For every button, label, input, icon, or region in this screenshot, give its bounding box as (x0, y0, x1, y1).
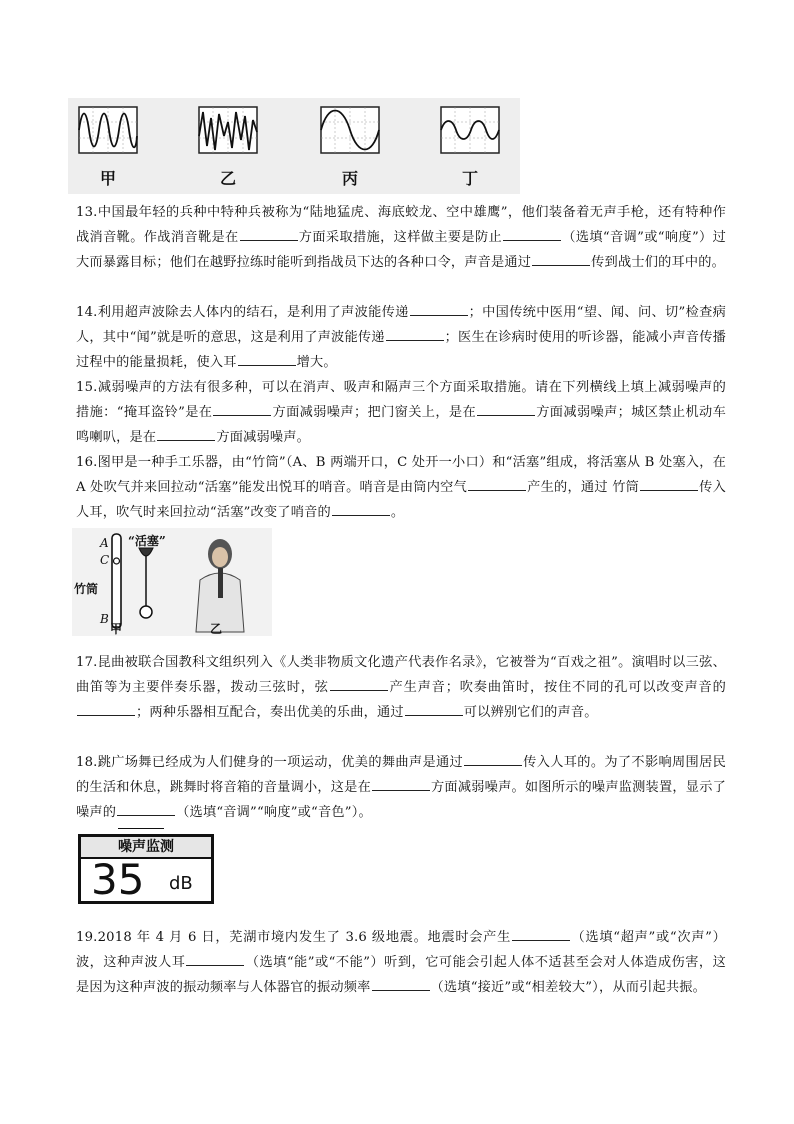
noise-monitor (78, 828, 218, 908)
answer-blank[interactable] (532, 251, 590, 266)
answer-blank[interactable] (332, 501, 390, 516)
question-17: 17.昆曲被联合国教科文组织列入《人类非物质文化遗产代表作名录》，它被誉为“百戏之祖”。演唱时以三弦、曲笛等为主要伴奏乐器，拨动三弦时，弦 产生声音；吹奏曲笛时，按住不同的孔可以改变声音的；两种乐器相互配合，奏出优美的乐曲，通过 可以辨别它们的声音。 (76, 655, 726, 720)
waveform-label-jia: 甲 (99, 169, 116, 188)
answer-blank[interactable] (157, 426, 215, 441)
waveform-bing (320, 106, 380, 154)
student-figure (196, 539, 244, 632)
question-19: 19.2018 年 4 月 6 日，芜湖市境内发生了 3.6 级地震。地震时会产生 （选填“超声”或“次声”）波，这种声波人耳 （选填“能”或“不能”）听到，它可能会引起人体不适甚至会对人体造成伤害，这是因为这种声波的振动频率与人体器官的振动频率 （选填“接近”或“相差较大”），从而引起共振。 (76, 925, 726, 1000)
monitor-unit: dB (169, 873, 193, 894)
answer-blank[interactable] (640, 476, 698, 491)
monitor-value: 35 (91, 855, 145, 904)
waveform-label-ding: 丁 (461, 169, 478, 188)
waveform-jia (78, 106, 138, 154)
figure-label-yi: 乙 (210, 622, 223, 636)
question-14: 14.利用超声波除去人体内的结石，是利用了声波能传递 ；中国传统中医用“望、闻、问、切”检查病人，其中“闻”就是听的意思，这是利用了声波能传递 ；医生在诊病时使用的听诊器，能减小声音传播过程中的能量损耗，使入耳 增大。 (76, 300, 726, 375)
question-18: 18.跳广场舞已经成为人们健身的一项运动，优美的舞曲声是通过 传入人耳的。为了不影响周围居民的生活和休息，跳舞时将音箱的音量调小，这是在 方面减弱噪声。如图所示的噪声监测装置，显示了噪声的 （选填“音调”“响度”或“音色”）。 (76, 750, 726, 825)
bamboo-flute-figure (72, 528, 272, 636)
question-15: 15.减弱噪声的方法有很多种，可以在消声、吸声和隔声三个方面采取措施。请在下列横线上填上减弱噪声的措施：“掩耳盗铃”是在 方面减弱噪声；把门窗关上，是在 方面减弱噪声；城区禁止机动车鸣喇叭，是在 方面减弱噪声。 (76, 380, 727, 445)
tube-label: 竹筒 (74, 582, 99, 596)
answer-blank[interactable] (372, 976, 430, 991)
answer-blank[interactable] (186, 951, 244, 966)
monitor-title: 噪声监测 (81, 837, 211, 859)
waveform-yi (198, 106, 258, 154)
answer-blank[interactable] (213, 401, 271, 416)
answer-blank[interactable] (386, 326, 444, 341)
answer-blank[interactable] (372, 776, 430, 791)
monitor-top-line (118, 828, 164, 829)
waveform-figure (68, 98, 520, 194)
answer-blank[interactable] (477, 401, 535, 416)
answer-blank[interactable] (410, 301, 468, 316)
point-label-b: B (100, 612, 109, 626)
answer-blank[interactable] (468, 476, 526, 491)
figure-label-jia: 甲 (110, 622, 123, 636)
point-label-c: C (100, 553, 110, 567)
monitor-frame (78, 834, 214, 904)
answer-blank[interactable] (464, 751, 522, 766)
answer-blank[interactable] (503, 226, 561, 241)
piston-label: “活塞” (128, 534, 166, 548)
question-13: 13.中国最年轻的兵种中特种兵被称为“陆地猛虎、海底蛟龙、空中雄鹰”，他们装备着无声手枪，还有特种作战消音靴。作战消音靴是在 方面采取措施，这样做主要是防止 （选填“音调”或“响度”）过大而暴露目标；他们在越野拉练时能听到指战员下达的各种口令，声音是通过 传到战士们的耳中的。 (76, 205, 726, 270)
answer-blank[interactable] (512, 926, 570, 941)
answer-blank[interactable] (77, 701, 135, 716)
answer-blank[interactable] (240, 226, 298, 241)
waveform-label-yi: 乙 (219, 169, 236, 188)
question-16: 16.图甲是一种手工乐器，由“竹筒”（A、B 两端开口，C 处开一小口）和“活塞”组成，将活塞从 B 处塞入，在 A 处吹气并来回拉动“活塞”能发出悦耳的哨音。哨音是由筒内空气 产生的，通过 竹筒 传入人耳，吹气时来回拉动“活塞”改变了哨音的 。 (76, 455, 726, 520)
waveform-ding (440, 106, 500, 154)
point-label-a: A (100, 536, 109, 550)
answer-blank[interactable] (405, 701, 463, 716)
answer-blank[interactable] (117, 801, 175, 816)
answer-blank[interactable] (330, 676, 388, 691)
waveform-label-bing: 丙 (341, 169, 358, 188)
answer-blank[interactable] (238, 351, 296, 366)
